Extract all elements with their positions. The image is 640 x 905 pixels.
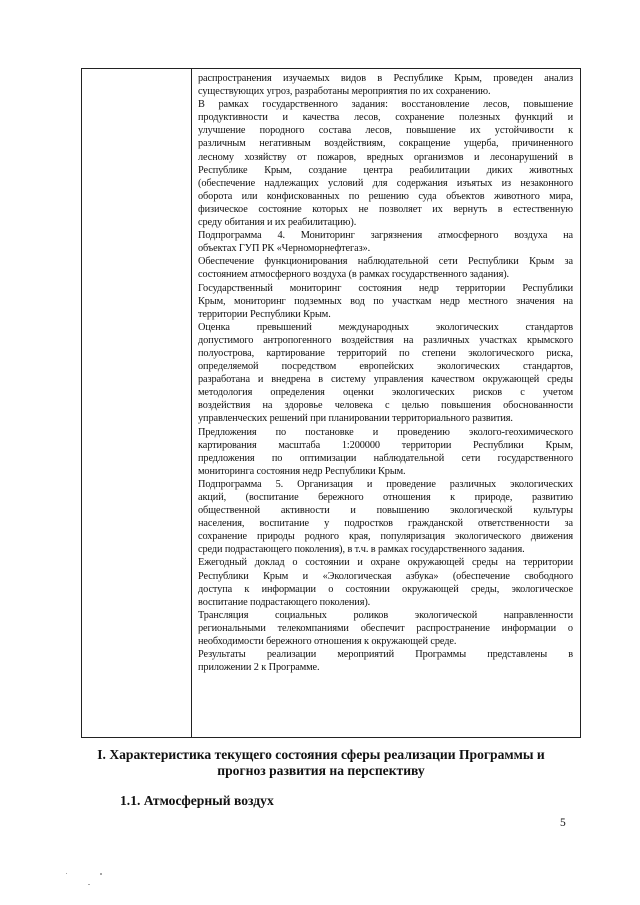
paragraph-line: среди подрастающего поколения), в т.ч. в рамках государственного задания. [198, 544, 525, 556]
table-paragraph [198, 282, 573, 321]
paragraph-line: полуострова, картирование территорий по степени экологического риска, [198, 347, 573, 359]
paragraph-line: Подпрограмма 4. Мониторинг загрязнения атмосферного воздуха на [198, 230, 573, 242]
table-right-column [192, 69, 580, 737]
paragraph-line: Обеспечение функционирования наблюдательной сети Республики Крым за [198, 256, 573, 268]
paragraph-line: управленческих решений при планировании территориального развития. [198, 413, 513, 425]
paragraph-line: физическое состояние которых не позволяет их вернуть в естественную [198, 203, 573, 215]
table-paragraph [198, 426, 573, 478]
results-table [81, 68, 581, 738]
paragraph-line: территории Республики Крым. [198, 308, 331, 320]
paragraph-line: продуктивности и качества лесов, сохранение полезных функций и [198, 112, 573, 124]
paragraph-line: существующих угроз, разработаны мероприятия по их сохранению. [198, 86, 491, 98]
table-paragraph [198, 98, 573, 229]
paragraph-line: акций, (воспитание бережного отношения к природе, развитию [198, 492, 573, 503]
paragraph-line: состоянием атмосферного воздуха (в рамках государственного задания). [198, 269, 510, 281]
paragraph-line: предложения по оптимизации наблюдательной сети государственного [198, 452, 573, 464]
paragraph-line: Подпрограмма 5. Организация и проведение различных экологических [198, 478, 573, 490]
paragraph-line: Ежегодный доклад о состоянии и охране окружающей среды на территории [198, 557, 573, 569]
section-title-line-1: I. Характеристика текущего состояния сферы реализации Программы и [97, 747, 545, 762]
paragraph-line: картирования масштаба 1:200000 территории Республики Крым, [198, 439, 573, 451]
paragraph-line: воздействия на здоровье человека с целью повышения обоснованности [198, 400, 573, 412]
paragraph-line: региональными телекомпаниями обеспечит распространение информации о [198, 622, 573, 634]
scan-speck [88, 884, 90, 885]
subsection-title: 1.1. Атмосферный воздух [120, 793, 274, 808]
paragraph-line: воспитание подрастающего поколения). [198, 596, 371, 608]
paragraph-line: Трансляция социальных роликов экологической направленности [198, 609, 573, 621]
paragraph-line: Крым, мониторинг подземных вод по участкам недр местного значения на [198, 295, 573, 307]
scan-speck [100, 873, 102, 875]
paragraph-line: методология определения оценки экологических рисков с учетом [198, 387, 573, 399]
paragraph-line: Оценка превышений международных экологических стандартов [198, 321, 573, 333]
paragraph-line: улучшение породного состава лесов, повышение их устойчивости к [198, 125, 573, 137]
paragraph-line: Результаты реализации мероприятий Программы представлены в [198, 649, 573, 661]
paragraph-line: В рамках государственного задания: восстановление лесов, повышение [198, 99, 573, 111]
paragraph-line: Государственный мониторинг состояния недр территории Республики [198, 282, 573, 294]
scan-speck [66, 873, 67, 874]
page-number: 5 [560, 817, 566, 829]
paragraph-line: разработана и внедрена в систему управления качеством окружающей среды [198, 374, 573, 386]
table-paragraph [198, 255, 573, 281]
table-paragraph [198, 556, 573, 608]
table-paragraph [198, 72, 573, 98]
paragraph-line: допустимого антропогенного воздействия на различных участках крымского [198, 334, 573, 346]
paragraph-line: различным негативным воздействиям, сокращение ущерба, причиненного [198, 138, 573, 150]
table-paragraph [198, 478, 573, 557]
paragraph-line: сохранение природы родного края, популяризация экологического движения [198, 531, 573, 543]
table-left-column [82, 69, 192, 737]
section-title-line-2: прогноз развития на перспективу [217, 763, 425, 778]
table-paragraph [198, 609, 573, 648]
table-paragraph [198, 648, 573, 674]
paragraph-line: приложении 2 к Программе. [198, 662, 320, 674]
section-title [86, 747, 556, 779]
paragraph-line: мониторинга состояния недр Республики Крым. [198, 465, 406, 477]
paragraph-line: населения, воспитание у подростков гражданской ответственности за [198, 518, 573, 530]
table-paragraph [198, 229, 573, 255]
paragraph-line: (обеспечение надлежащих условий для содержания изъятых из незаконного [198, 177, 573, 189]
paragraph-line: среду обитания и их реабилитацию). [198, 217, 357, 229]
paragraph-line: оборота или конфискованных по решению суда объектов животного мира, [198, 190, 573, 202]
paragraph-line: общественной активности и повышению экологической культуры [198, 505, 573, 517]
paragraph-line: Предложения по постановке и проведению эколого-геохимического [198, 426, 573, 438]
paragraph-line: объектах ГУП РК «Черноморнефтегаз». [198, 243, 371, 255]
paragraph-line: Республике Крым, создание центра реабилитации диких животных [198, 164, 573, 176]
paragraph-line: распространения изучаемых видов в Республике Крым, проведен анализ [198, 73, 573, 84]
table-paragraph [198, 321, 573, 426]
paragraph-line: необходимости бережного отношения к окружающей среде. [198, 636, 457, 648]
paragraph-line: Республики Крым и «Экологическая азбука» (обеспечение свободного [198, 570, 573, 582]
paragraph-line: доступа к информации о состоянии окружающей среды, экологическое [198, 583, 573, 595]
paragraph-line: лесному хозяйству от пожаров, вредных организмов и лесонарушений в [198, 151, 573, 163]
paragraph-line: определяемой посредством европейских экологических стандартов, [198, 361, 573, 373]
